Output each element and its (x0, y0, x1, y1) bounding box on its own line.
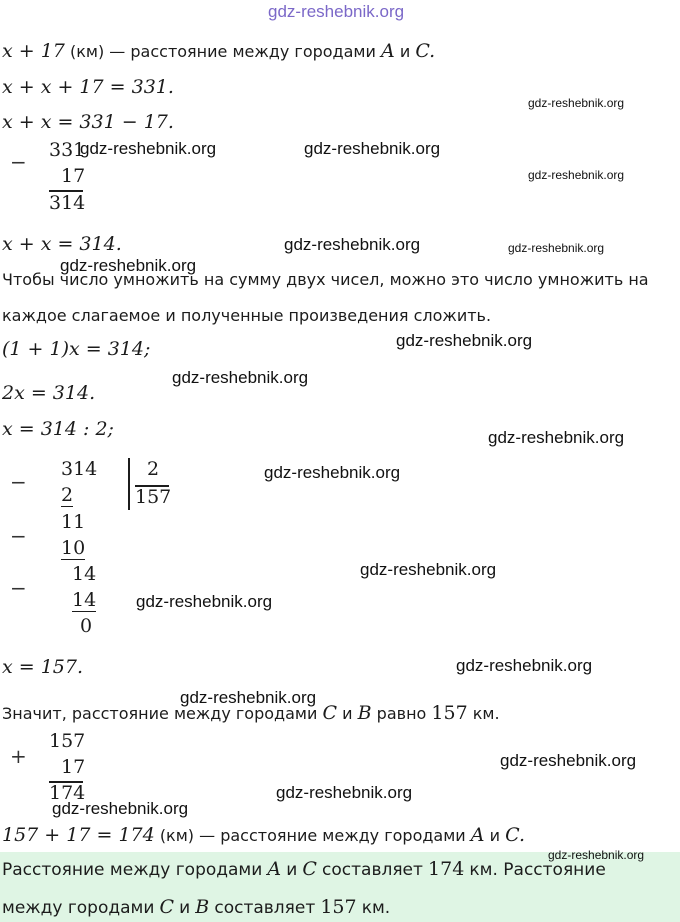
conclusion-unit: км. (472, 704, 500, 723)
equation-2: x + x = 331 − 17. (2, 111, 174, 133)
division-dividend: 314 (61, 458, 98, 480)
watermark-top: gdz-reshebnik.org (268, 2, 405, 21)
and-word: и (342, 704, 353, 723)
watermark: gdz-reshebnik.org (172, 368, 309, 387)
city-b: B (195, 896, 210, 918)
division-sign-1: − (10, 470, 27, 494)
division-final-remainder: 0 (80, 615, 93, 637)
answer-line-2 (2, 896, 390, 918)
watermark: gdz-reshebnik.org (264, 463, 401, 482)
answer-text: км. Расстояние (469, 860, 606, 880)
city-b: B (357, 702, 372, 724)
line-definition-text: (км) — расстояние между городами (70, 42, 376, 61)
addition-sign: + (10, 744, 27, 768)
equation-3: x + x = 314. (2, 233, 122, 255)
city-c: C. (505, 824, 526, 846)
conclusion-value: 157 (431, 702, 468, 724)
answer-text: составляет (214, 898, 316, 918)
watermark: gdz-reshebnik.org (500, 751, 637, 770)
subtraction-minuend: 331 (49, 139, 86, 161)
watermark: gdz-reshebnik.org (548, 848, 645, 862)
answer-value-cb: 157 (320, 896, 357, 918)
division-bar-vertical (128, 458, 130, 510)
watermark: gdz-reshebnik.org (136, 592, 273, 611)
and-word: и (399, 42, 411, 61)
addition-sum: 174 (49, 782, 86, 804)
result-line (2, 824, 525, 846)
rule-line-1: Чтобы число умножить на сумму двух чисел, можно это число умножить на (2, 270, 649, 289)
city-c: C (159, 896, 175, 918)
and-word: и (179, 898, 191, 918)
answer-text: между городами (2, 898, 155, 918)
subtraction-result: 314 (49, 192, 86, 214)
equals-word: равно (376, 704, 427, 723)
and-word: и (489, 826, 501, 845)
watermark: gdz-reshebnik.org (528, 96, 625, 110)
subtraction-sign: − (10, 150, 27, 174)
watermark: gdz-reshebnik.org (276, 783, 413, 802)
city-c: C. (415, 40, 436, 62)
city-a: A (380, 40, 395, 62)
city-a: A (267, 858, 282, 880)
answer-box (0, 852, 680, 922)
watermark: gdz-reshebnik.org (304, 139, 441, 158)
watermark: gdz-reshebnik.org (180, 688, 317, 707)
line-definition-math: x + 17 (2, 40, 65, 62)
watermark: gdz-reshebnik.org (80, 139, 217, 158)
answer-text: составляет (322, 860, 423, 880)
conclusion-line (2, 702, 500, 724)
division-quotient: 157 (135, 486, 172, 508)
equation-5: 2x = 314. (2, 382, 96, 404)
division-step3-sub: 14 (72, 589, 97, 611)
line-definition (2, 40, 435, 62)
division-step3-rem: 14 (72, 563, 97, 585)
answer-text: км. (361, 898, 391, 918)
watermark: gdz-reshebnik.org (60, 256, 197, 275)
addition-term-a: 157 (49, 730, 86, 752)
watermark: gdz-reshebnik.org (360, 560, 497, 579)
result-text: (км) — расстояние между городами (159, 826, 466, 845)
division-step2-sub: 10 (61, 537, 86, 559)
rule-line-2: каждое слагаемое и полученные произведения сложить. (2, 306, 492, 325)
division-sign-2: − (10, 524, 27, 548)
addition-term-b: 17 (61, 756, 86, 778)
watermark: gdz-reshebnik.org (508, 241, 605, 255)
division-step2-rem: 11 (61, 511, 86, 533)
city-c: C (302, 858, 317, 880)
watermark: gdz-reshebnik.org (456, 656, 593, 675)
answer-value-ac: 174 (428, 858, 465, 880)
conclusion-text: Значит, расстояние между городами (2, 704, 318, 723)
equation-6: x = 314 : 2; (2, 418, 114, 440)
result-math: 157 + 17 = 174 (2, 824, 155, 846)
city-c: C (322, 702, 338, 724)
division-divisor: 2 (147, 458, 160, 480)
equation-1: x + x + 17 = 331. (2, 76, 174, 98)
watermark: gdz-reshebnik.org (528, 168, 625, 182)
watermark: gdz-reshebnik.org (396, 331, 533, 350)
city-a: A (470, 824, 485, 846)
watermark: gdz-reshebnik.org (52, 799, 189, 818)
division-sign-3: − (10, 576, 27, 600)
and-word: и (286, 860, 298, 880)
division-step1-sub: 2 (61, 484, 74, 506)
equation-4: (1 + 1)x = 314; (2, 338, 151, 360)
equation-7: x = 157. (2, 656, 84, 678)
subtraction-subtrahend: 17 (61, 165, 86, 187)
watermark: gdz-reshebnik.org (284, 235, 421, 254)
answer-line-1 (2, 858, 606, 880)
answer-text: Расстояние между городами (2, 860, 263, 880)
watermark: gdz-reshebnik.org (488, 428, 625, 447)
